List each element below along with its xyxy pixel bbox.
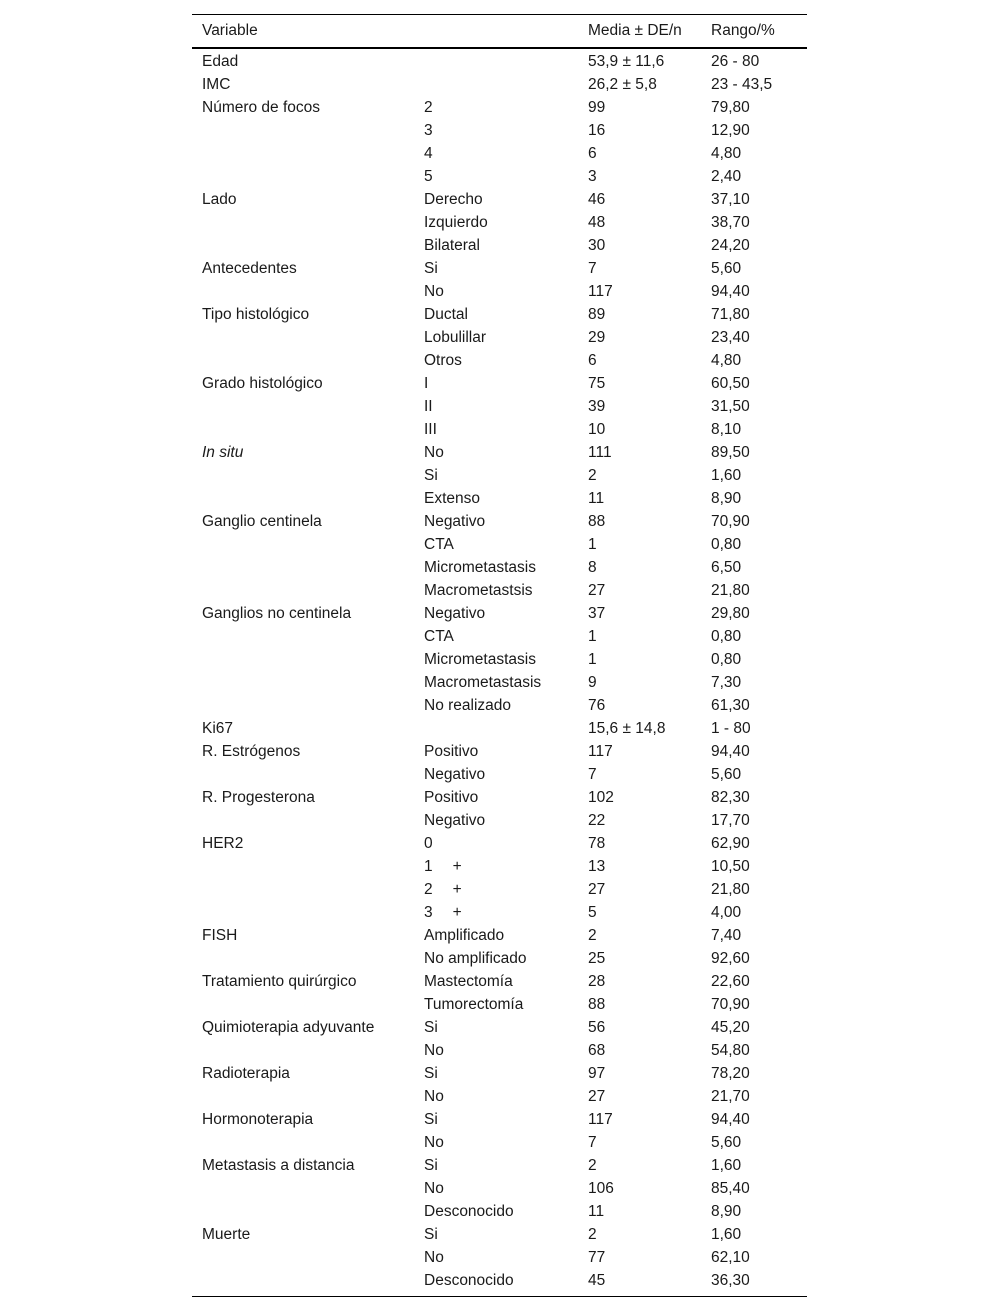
cell-range: 8,90 bbox=[711, 490, 742, 507]
cell-category-suffix: + bbox=[452, 881, 462, 898]
cell-value: 5 bbox=[588, 904, 597, 921]
cell-range: 31,50 bbox=[711, 398, 750, 415]
table-row bbox=[192, 326, 807, 349]
cell-value: 1 bbox=[588, 628, 597, 645]
cell-category bbox=[424, 855, 462, 878]
cell-category bbox=[424, 648, 536, 671]
cell-value: 2 bbox=[588, 927, 597, 944]
cell-range: 61,30 bbox=[711, 697, 750, 714]
cell-category-text: CTA bbox=[424, 628, 454, 645]
cell-category bbox=[424, 96, 433, 119]
cell-variable: Número de focos bbox=[202, 99, 321, 116]
cell-category-text: 4 bbox=[424, 145, 433, 162]
cell-category bbox=[424, 464, 438, 487]
table-row bbox=[192, 924, 807, 947]
table-body bbox=[192, 50, 807, 1296]
cell-category bbox=[424, 809, 485, 832]
header-variable: Variable bbox=[202, 22, 258, 39]
cell-category bbox=[424, 1269, 514, 1292]
cell-category-text: Si bbox=[424, 467, 438, 484]
table-row bbox=[192, 717, 807, 740]
cell-range: 17,70 bbox=[711, 812, 750, 829]
data-table bbox=[192, 14, 807, 1297]
cell-variable: Antecedentes bbox=[202, 260, 297, 277]
table-row bbox=[192, 809, 807, 832]
cell-variable: Muerte bbox=[202, 1226, 251, 1243]
cell-value: 27 bbox=[588, 1088, 606, 1105]
cell-value: 76 bbox=[588, 697, 606, 714]
cell-range: 7,40 bbox=[711, 927, 742, 944]
cell-category-text: No bbox=[424, 1042, 444, 1059]
cell-category bbox=[424, 1131, 444, 1154]
cell-range: 0,80 bbox=[711, 628, 742, 645]
table-row bbox=[192, 694, 807, 717]
cell-category-text: No bbox=[424, 1134, 444, 1151]
cell-value: 13 bbox=[588, 858, 606, 875]
cell-category-text: No bbox=[424, 1180, 444, 1197]
cell-value: 99 bbox=[588, 99, 606, 116]
cell-category-text: Negativo bbox=[424, 766, 486, 783]
cell-category bbox=[424, 763, 485, 786]
cell-variable: IMC bbox=[202, 76, 231, 93]
cell-range: 8,10 bbox=[711, 421, 742, 438]
cell-category bbox=[424, 372, 428, 395]
cell-range: 22,60 bbox=[711, 973, 750, 990]
cell-category-suffix: + bbox=[452, 904, 462, 921]
cell-category bbox=[424, 441, 444, 464]
cell-category-text: No amplificado bbox=[424, 950, 527, 967]
table-row bbox=[192, 1108, 807, 1131]
cell-category bbox=[424, 1085, 444, 1108]
cell-range: 70,90 bbox=[711, 996, 750, 1013]
cell-value: 6 bbox=[588, 145, 597, 162]
cell-value: 6 bbox=[588, 352, 597, 369]
table-row bbox=[192, 280, 807, 303]
cell-category bbox=[424, 188, 483, 211]
cell-value: 1 bbox=[588, 536, 597, 553]
cell-category-text: Si bbox=[424, 1019, 438, 1036]
cell-category bbox=[424, 625, 454, 648]
table-row bbox=[192, 487, 807, 510]
table-row bbox=[192, 119, 807, 142]
cell-value: 56 bbox=[588, 1019, 606, 1036]
table-row bbox=[192, 73, 807, 96]
cell-range: 21,80 bbox=[711, 881, 750, 898]
cell-range: 21,70 bbox=[711, 1088, 750, 1105]
cell-variable: FISH bbox=[202, 927, 238, 944]
cell-value: 16 bbox=[588, 122, 606, 139]
table-row bbox=[192, 832, 807, 855]
cell-category bbox=[424, 395, 433, 418]
cell-category bbox=[424, 487, 480, 510]
cell-category bbox=[424, 740, 478, 763]
cell-category-text: 5 bbox=[424, 168, 433, 185]
cell-category-text: Positivo bbox=[424, 743, 479, 760]
cell-range: 1,60 bbox=[711, 467, 742, 484]
table-row bbox=[192, 947, 807, 970]
cell-value: 8 bbox=[588, 559, 597, 576]
cell-category-text: Bilateral bbox=[424, 237, 480, 254]
cell-range: 92,60 bbox=[711, 950, 750, 967]
cell-variable: Tratamiento quirúrgico bbox=[202, 973, 357, 990]
cell-value: 37 bbox=[588, 605, 606, 622]
cell-value: 2 bbox=[588, 1157, 597, 1174]
table-row bbox=[192, 901, 807, 924]
cell-value: 102 bbox=[588, 789, 614, 806]
cell-category bbox=[424, 533, 454, 556]
table-row bbox=[192, 165, 807, 188]
cell-value: 26,2 ± 5,8 bbox=[588, 76, 657, 93]
cell-range: 0,80 bbox=[711, 536, 742, 553]
cell-value: 30 bbox=[588, 237, 606, 254]
table-row bbox=[192, 1085, 807, 1108]
cell-range: 54,80 bbox=[711, 1042, 750, 1059]
cell-range: 36,30 bbox=[711, 1272, 750, 1289]
cell-value: 11 bbox=[588, 1203, 605, 1220]
cell-category-text: Negativo bbox=[424, 605, 486, 622]
cell-range: 4,80 bbox=[711, 352, 742, 369]
cell-range: 21,80 bbox=[711, 582, 750, 599]
table-row bbox=[192, 211, 807, 234]
cell-range: 2,40 bbox=[711, 168, 742, 185]
cell-category-text: Micrometastasis bbox=[424, 651, 536, 668]
cell-category bbox=[424, 970, 513, 993]
cell-variable: R. Progesterona bbox=[202, 789, 315, 806]
cell-category-text: 3 bbox=[424, 122, 433, 139]
header-mean: Media ± DE/n bbox=[588, 22, 682, 39]
cell-category-text: Si bbox=[424, 1157, 438, 1174]
cell-value: 77 bbox=[588, 1249, 606, 1266]
cell-value: 111 bbox=[588, 444, 612, 461]
cell-category-text: Si bbox=[424, 1226, 438, 1243]
cell-value: 97 bbox=[588, 1065, 606, 1082]
cell-variable: Grado histológico bbox=[202, 375, 323, 392]
cell-range: 94,40 bbox=[711, 1111, 750, 1128]
table-row bbox=[192, 441, 807, 464]
cell-category bbox=[424, 165, 433, 188]
cell-category-text: Desconocido bbox=[424, 1272, 514, 1289]
table-header-row bbox=[192, 15, 807, 49]
cell-range: 62,90 bbox=[711, 835, 750, 852]
cell-variable: Metastasis a distancia bbox=[202, 1157, 355, 1174]
cell-range: 23,40 bbox=[711, 329, 750, 346]
cell-category-suffix: + bbox=[452, 858, 462, 875]
cell-range: 4,00 bbox=[711, 904, 742, 921]
table-row bbox=[192, 556, 807, 579]
cell-category-text: Si bbox=[424, 1065, 438, 1082]
cell-category bbox=[424, 349, 462, 372]
cell-value: 28 bbox=[588, 973, 606, 990]
cell-value: 117 bbox=[588, 743, 613, 760]
cell-category bbox=[424, 924, 504, 947]
cell-range: 38,70 bbox=[711, 214, 750, 231]
table-row bbox=[192, 1131, 807, 1154]
cell-range: 45,20 bbox=[711, 1019, 750, 1036]
cell-category-text: No bbox=[424, 1088, 444, 1105]
cell-category bbox=[424, 947, 527, 970]
cell-variable: R. Estrógenos bbox=[202, 743, 301, 760]
table-row bbox=[192, 625, 807, 648]
table-row bbox=[192, 648, 807, 671]
cell-value: 22 bbox=[588, 812, 606, 829]
table-row bbox=[192, 740, 807, 763]
cell-variable: Quimioterapia adyuvante bbox=[202, 1019, 375, 1036]
cell-value: 7 bbox=[588, 260, 597, 277]
cell-range: 29,80 bbox=[711, 605, 750, 622]
table-row bbox=[192, 786, 807, 809]
cell-category-text: Positivo bbox=[424, 789, 479, 806]
table-row bbox=[192, 96, 807, 119]
cell-value: 10 bbox=[588, 421, 606, 438]
cell-value: 3 bbox=[588, 168, 597, 185]
cell-variable: Hormonoterapia bbox=[202, 1111, 314, 1128]
cell-category bbox=[424, 303, 468, 326]
cell-range: 12,90 bbox=[711, 122, 750, 139]
cell-value: 11 bbox=[588, 490, 605, 507]
cell-value: 117 bbox=[588, 283, 613, 300]
cell-value: 68 bbox=[588, 1042, 606, 1059]
cell-value: 27 bbox=[588, 881, 606, 898]
cell-value: 27 bbox=[588, 582, 606, 599]
cell-value: 2 bbox=[588, 467, 597, 484]
cell-category-text: No bbox=[424, 283, 444, 300]
cell-category-text: I bbox=[424, 375, 429, 392]
table-row bbox=[192, 878, 807, 901]
cell-variable: Ganglio centinela bbox=[202, 513, 322, 530]
table-row bbox=[192, 1062, 807, 1085]
table-row bbox=[192, 1269, 807, 1292]
cell-category-text: Macrometastasis bbox=[424, 674, 542, 691]
cell-category bbox=[424, 993, 523, 1016]
cell-category-text: Negativo bbox=[424, 812, 486, 829]
cell-value: 75 bbox=[588, 375, 606, 392]
cell-category bbox=[424, 418, 437, 441]
cell-range: 70,90 bbox=[711, 513, 750, 530]
cell-value: 29 bbox=[588, 329, 606, 346]
table-row bbox=[192, 1246, 807, 1269]
table-row bbox=[192, 395, 807, 418]
table-row bbox=[192, 1177, 807, 1200]
cell-category bbox=[424, 211, 488, 234]
cell-category-text: No realizado bbox=[424, 697, 512, 714]
cell-category bbox=[424, 142, 433, 165]
cell-value: 7 bbox=[588, 1134, 597, 1151]
cell-category bbox=[424, 280, 444, 303]
cell-category bbox=[424, 602, 485, 625]
cell-range: 5,60 bbox=[711, 260, 742, 277]
cell-value: 39 bbox=[588, 398, 606, 415]
table-row bbox=[192, 372, 807, 395]
cell-variable: HER2 bbox=[202, 835, 244, 852]
cell-category-text: III bbox=[424, 421, 437, 438]
cell-variable: In situ bbox=[202, 444, 244, 461]
cell-value: 7 bbox=[588, 766, 597, 783]
cell-range: 1 - 80 bbox=[711, 720, 751, 737]
cell-category bbox=[424, 556, 536, 579]
table-row bbox=[192, 234, 807, 257]
table-row bbox=[192, 188, 807, 211]
cell-category bbox=[424, 671, 541, 694]
table-row bbox=[192, 303, 807, 326]
cell-range: 62,10 bbox=[711, 1249, 750, 1266]
cell-value: 45 bbox=[588, 1272, 606, 1289]
cell-range: 4,80 bbox=[711, 145, 742, 162]
cell-value: 88 bbox=[588, 996, 606, 1013]
cell-range: 37,10 bbox=[711, 191, 750, 208]
cell-range: 8,90 bbox=[711, 1203, 742, 1220]
table-row bbox=[192, 763, 807, 786]
cell-value: 106 bbox=[588, 1180, 614, 1197]
cell-value: 1 bbox=[588, 651, 597, 668]
table-row bbox=[192, 602, 807, 625]
cell-value: 9 bbox=[588, 674, 597, 691]
cell-value: 78 bbox=[588, 835, 606, 852]
header-range: Rango/% bbox=[711, 22, 775, 39]
table-row bbox=[192, 464, 807, 487]
cell-range: 23 - 43,5 bbox=[711, 76, 773, 93]
cell-category bbox=[424, 510, 485, 533]
cell-variable: Edad bbox=[202, 53, 239, 70]
cell-range: 60,50 bbox=[711, 375, 750, 392]
cell-range: 5,60 bbox=[711, 1134, 742, 1151]
cell-category bbox=[424, 694, 511, 717]
cell-range: 78,20 bbox=[711, 1065, 750, 1082]
cell-category bbox=[424, 1200, 514, 1223]
cell-category-text: Ductal bbox=[424, 306, 468, 323]
cell-category-text: No bbox=[424, 1249, 444, 1266]
table-row bbox=[192, 533, 807, 556]
cell-category bbox=[424, 326, 486, 349]
cell-category bbox=[424, 1108, 438, 1131]
cell-value: 15,6 ± 14,8 bbox=[588, 720, 666, 737]
cell-category bbox=[424, 786, 478, 809]
table-row bbox=[192, 855, 807, 878]
cell-category bbox=[424, 234, 480, 257]
cell-category bbox=[424, 1039, 444, 1062]
cell-category-text: Desconocido bbox=[424, 1203, 514, 1220]
cell-variable: Radioterapia bbox=[202, 1065, 290, 1082]
cell-variable: Ganglios no centinela bbox=[202, 605, 352, 622]
table-row bbox=[192, 1039, 807, 1062]
cell-category-text: Derecho bbox=[424, 191, 483, 208]
cell-value: 117 bbox=[588, 1111, 613, 1128]
cell-category-text: Macrometastsis bbox=[424, 582, 533, 599]
cell-value: 25 bbox=[588, 950, 606, 967]
cell-value: 89 bbox=[588, 306, 606, 323]
table-row bbox=[192, 1154, 807, 1177]
cell-range: 6,50 bbox=[711, 559, 742, 576]
table-row bbox=[192, 50, 807, 73]
cell-range: 5,60 bbox=[711, 766, 742, 783]
cell-category-text: Si bbox=[424, 1111, 438, 1128]
cell-range: 71,80 bbox=[711, 306, 750, 323]
cell-category bbox=[424, 1246, 444, 1269]
cell-category-text: Amplificado bbox=[424, 927, 505, 944]
cell-value: 53,9 ± 11,6 bbox=[588, 53, 665, 70]
cell-range: 82,30 bbox=[711, 789, 750, 806]
cell-category-text: CTA bbox=[424, 536, 454, 553]
cell-category bbox=[424, 1154, 438, 1177]
table-row bbox=[192, 993, 807, 1016]
cell-range: 7,30 bbox=[711, 674, 742, 691]
cell-category bbox=[424, 878, 462, 901]
cell-category-text: 2 bbox=[424, 99, 433, 116]
table-row bbox=[192, 510, 807, 533]
cell-category-text: Micrometastasis bbox=[424, 559, 536, 576]
cell-category-text: Mastectomía bbox=[424, 973, 513, 990]
cell-category bbox=[424, 1016, 438, 1039]
table-row bbox=[192, 579, 807, 602]
table-row bbox=[192, 349, 807, 372]
cell-range: 94,40 bbox=[711, 743, 750, 760]
cell-category-text: 0 bbox=[424, 835, 433, 852]
cell-category bbox=[424, 1223, 438, 1246]
cell-variable: Lado bbox=[202, 191, 237, 208]
table-row bbox=[192, 671, 807, 694]
cell-range: 85,40 bbox=[711, 1180, 750, 1197]
cell-category-text: Si bbox=[424, 260, 438, 277]
cell-value: 48 bbox=[588, 214, 606, 231]
cell-category bbox=[424, 579, 533, 602]
cell-category-text: No bbox=[424, 444, 444, 461]
table-row bbox=[192, 1200, 807, 1223]
cell-range: 0,80 bbox=[711, 651, 742, 668]
cell-variable: Tipo histológico bbox=[202, 306, 310, 323]
cell-range: 24,20 bbox=[711, 237, 750, 254]
cell-category-text: Tumorectomía bbox=[424, 996, 524, 1013]
cell-value: 2 bbox=[588, 1226, 597, 1243]
cell-value: 88 bbox=[588, 513, 606, 530]
cell-category bbox=[424, 257, 438, 280]
cell-category bbox=[424, 119, 433, 142]
cell-range: 89,50 bbox=[711, 444, 750, 461]
cell-range: 1,60 bbox=[711, 1226, 742, 1243]
table-row bbox=[192, 142, 807, 165]
cell-category-text: Izquierdo bbox=[424, 214, 488, 231]
cell-range: 26 - 80 bbox=[711, 53, 760, 70]
cell-category bbox=[424, 1177, 444, 1200]
table-row bbox=[192, 257, 807, 280]
cell-category bbox=[424, 832, 433, 855]
cell-category-text: Lobulillar bbox=[424, 329, 487, 346]
cell-range: 1,60 bbox=[711, 1157, 742, 1174]
cell-category bbox=[424, 1062, 438, 1085]
table-row bbox=[192, 970, 807, 993]
cell-category-text: Negativo bbox=[424, 513, 486, 530]
cell-range: 79,80 bbox=[711, 99, 750, 116]
cell-range: 94,40 bbox=[711, 283, 750, 300]
cell-category-text: II bbox=[424, 398, 433, 415]
cell-category-text: 3 bbox=[424, 904, 433, 921]
cell-value: 46 bbox=[588, 191, 606, 208]
table-row bbox=[192, 418, 807, 441]
cell-range: 10,50 bbox=[711, 858, 750, 875]
cell-category-text: Otros bbox=[424, 352, 462, 369]
table-row bbox=[192, 1223, 807, 1246]
cell-category-text: Extenso bbox=[424, 490, 481, 507]
cell-category-text: 2 bbox=[424, 881, 433, 898]
table-row bbox=[192, 1016, 807, 1039]
cell-category-text: 1 bbox=[424, 858, 433, 875]
cell-variable: Ki67 bbox=[202, 720, 234, 737]
cell-category bbox=[424, 901, 462, 924]
